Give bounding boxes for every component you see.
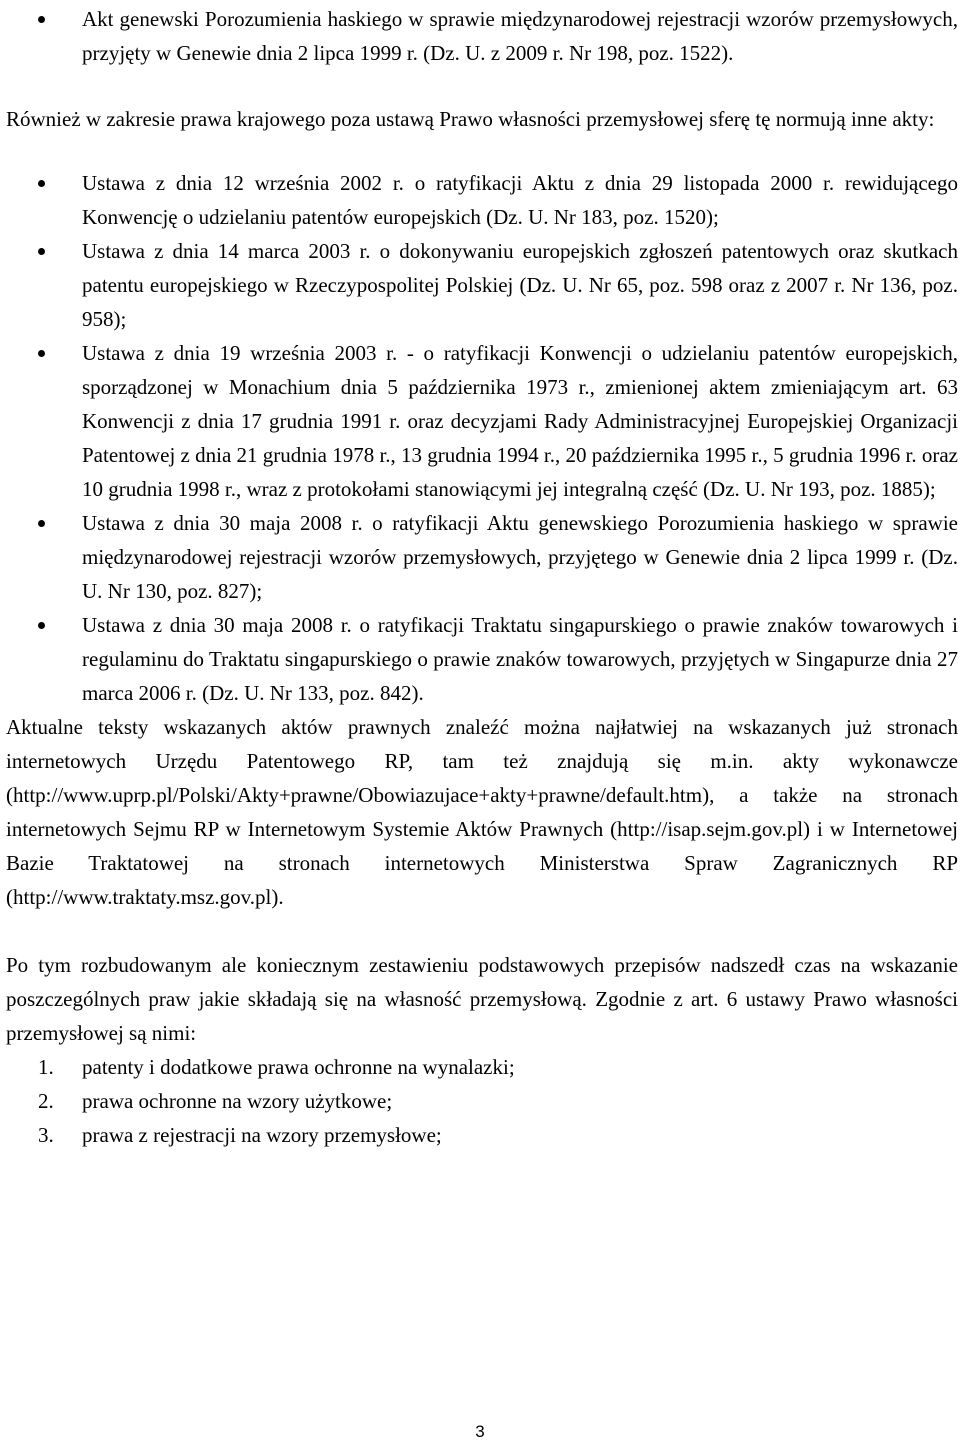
list-item: [6, 608, 958, 710]
list-number: 3.: [38, 1123, 54, 1147]
bullet-icon: [38, 248, 45, 255]
list-item: [6, 234, 958, 336]
page-number: 3: [475, 1422, 485, 1441]
list-number: 2.: [38, 1089, 54, 1113]
intro-paragraph: Również w zakresie prawa krajowego poza ustawą Prawo własności przemysłowej sferę tę normują inne akty:: [6, 107, 935, 131]
list-item-text: prawa z rejestracji na wzory przemysłowe;: [82, 1123, 442, 1147]
list-item-text: patenty i dodatkowe prawa ochronne na wynalazki;: [82, 1055, 515, 1079]
document-page: [6, 0, 958, 1152]
bullet-icon: [38, 180, 45, 187]
bullet-icon: [38, 350, 45, 357]
rights-list: [6, 1050, 958, 1152]
list-item: [6, 2, 958, 70]
list-item-text: Ustawa z dnia 19 września 2003 r. - o ratyfikacji Konwencji o udzielaniu patentów europejskich, sporządzonej w Monachium dnia 5 października 1973 r., zmienionej aktem zmieniającym art. 63 Konwencji z dnia 17 grudnia 1991 r. oraz decyzjami Rady Administracyjnej Europejskiej Organizacji Patentowej z dnia 21 grudnia 1978 r., 13 grudnia 1994 r., 20 października 1995 r., 5 grudnia 1996 r. oraz 10 grudnia 1998 r., wraz z protokołami stanowiącymi jej integralną część (Dz. U. Nr 193, poz. 1885);: [82, 341, 958, 501]
bullet-icon: [38, 16, 45, 23]
list-item-text: prawa ochronne na wzory użytkowe;: [82, 1089, 393, 1113]
bullet-icon: [38, 622, 45, 629]
list-item: [6, 506, 958, 608]
list-item: [6, 166, 958, 234]
bullet-icon: [38, 520, 45, 527]
list-item-text: Ustawa z dnia 30 maja 2008 r. o ratyfikacji Aktu genewskiego Porozumienia haskiego w sprawie międzynarodowej rejestracji wzorów przemysłowych, przyjętego w Genewie dnia 2 lipca 1999 r. (Dz. U. Nr 130, poz. 827);: [82, 511, 958, 603]
list-item-text: Akt genewski Porozumienia haskiego w sprawie międzynarodowej rejestracji wzorów przemysłowych, przyjęty w Genewie dnia 2 lipca 1999 r. (Dz. U. z 2009 r. Nr 198, poz. 1522).: [82, 7, 958, 65]
list-item-text: Ustawa z dnia 30 maja 2008 r. o ratyfikacji Traktatu singapurskiego o prawie znaków towarowych i regulaminu do Traktatu singapurskiego o prawie znaków towarowych, przyjętych w Singapurze dnia 27 marca 2006 r. (Dz. U. Nr 133, poz. 842).: [82, 613, 958, 705]
list-item: [6, 1050, 958, 1084]
top-act-list: [6, 2, 958, 70]
domestic-acts-list: [6, 166, 958, 710]
list-item: [6, 1084, 958, 1118]
list-item-text: Ustawa z dnia 14 marca 2003 r. o dokonywaniu europejskich zgłoszeń patentowych oraz skutkach patentu europejskiego w Rzeczypospolitej Polskiej (Dz. U. Nr 65, poz. 598 oraz z 2007 r. Nr 136, poz. 958);: [82, 239, 958, 331]
rights-paragraph: Po tym rozbudowanym ale koniecznym zestawieniu podstawowych przepisów nadszedł czas na wskazanie poszczególnych praw jakie składają się na własność przemysłową. Zgodnie z art. 6 ustawy Prawo własności przemysłowej są nimi:: [6, 953, 958, 1045]
list-item-text: Ustawa z dnia 12 września 2002 r. o ratyfikacji Aktu z dnia 29 listopada 2000 r. rewidującego Konwencję o udzielaniu patentów europejskich (Dz. U. Nr 183, poz. 1520);: [82, 171, 958, 229]
list-item: [6, 336, 958, 506]
sources-paragraph: Aktualne teksty wskazanych aktów prawnych znaleźć można najłatwiej na wskazanych już stronach internetowych Urzędu Patentowego RP, tam też znajdują się m.in. akty wykonawcze (http://www.uprp.pl/Polski/Akty+prawne/Obowiazujace+akty+prawne/default.htm), a także na stronach internetowych Sejmu RP w Internetowym Systemie Aktów Prawnych (http://isap.sejm.gov.pl) i w Internetowej Bazie Traktatowej na stronach internetowych Ministerstwa Spraw Zagranicznych RP (http://www.traktaty.msz.gov.pl).: [6, 715, 958, 909]
list-item: [6, 1118, 958, 1152]
list-number: 1.: [38, 1055, 54, 1079]
